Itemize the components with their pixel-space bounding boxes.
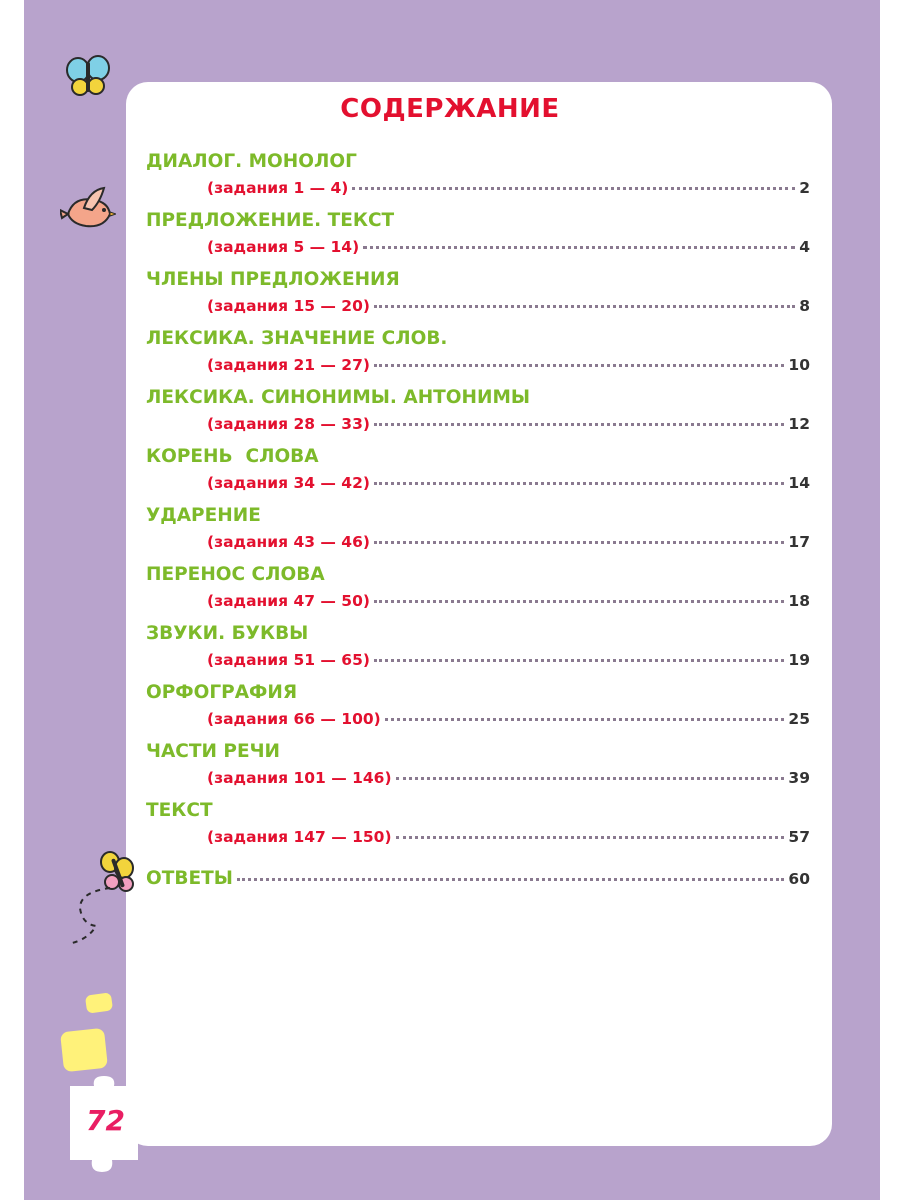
toc-page: 10: [788, 356, 810, 374]
toc-tasks: (задания 5 — 14): [207, 238, 360, 256]
toc-page: 8: [799, 297, 810, 315]
toc-entry[interactable]: [146, 679, 810, 738]
toc-heading: КОРЕНЬ СЛОВА: [146, 446, 319, 467]
toc-tasks: (задания 147 — 150): [207, 828, 392, 846]
toc-page: 57: [788, 828, 810, 846]
butterfly-icon: [60, 848, 140, 948]
toc-tasks: (задания 21 — 27): [207, 356, 370, 374]
table-of-contents: [146, 148, 810, 856]
toc-heading: УДАРЕНИЕ: [146, 505, 261, 526]
toc-tasks: (задания 43 — 46): [207, 533, 370, 551]
toc-entry[interactable]: [146, 502, 810, 561]
toc-heading: ЧАСТИ РЕЧИ: [146, 741, 281, 762]
dot-leader: [374, 363, 784, 367]
toc-entry[interactable]: [146, 443, 810, 502]
toc-entry[interactable]: [146, 738, 810, 797]
toc-tasks: (задания 101 — 146): [207, 769, 392, 787]
toc-entry[interactable]: [146, 620, 810, 679]
toc-page: 4: [799, 238, 810, 256]
toc-entry[interactable]: [146, 148, 810, 207]
toc-heading: ОРФОГРАФИЯ: [146, 682, 298, 703]
toc-page: 2: [799, 179, 810, 197]
toc-page: 18: [788, 592, 810, 610]
toc-page: 60: [788, 870, 810, 888]
toc-entry[interactable]: [146, 797, 810, 856]
page-number: 72: [86, 1104, 125, 1137]
toc-heading: ТЕКСТ: [146, 800, 213, 821]
toc-tasks: (задания 34 — 42): [207, 474, 370, 492]
dot-leader: [374, 422, 784, 426]
toc-page: 19: [788, 651, 810, 669]
toc-entry[interactable]: [146, 384, 810, 443]
toc-page: 39: [788, 769, 810, 787]
toc-tasks: (задания 66 — 100): [207, 710, 381, 728]
toc-page: 14: [788, 474, 810, 492]
dot-leader: [352, 186, 795, 190]
toc-heading: ЛЕКСИКА. СИНОНИМЫ. АНТОНИМЫ: [146, 387, 531, 408]
toc-entry[interactable]: [146, 325, 810, 384]
toc-tasks: (задания 1 — 4): [207, 179, 349, 197]
dot-leader: [374, 599, 784, 603]
dot-leader: [374, 304, 795, 308]
toc-tasks: (задания 28 — 33): [207, 415, 370, 433]
toc-heading: ОТВЕТЫ: [146, 868, 233, 889]
toc-entry[interactable]: [146, 207, 810, 266]
dot-leader: [374, 481, 784, 485]
dot-leader: [396, 776, 785, 780]
bird-icon: [60, 184, 116, 234]
toc-heading: ПЕРЕНОС СЛОВА: [146, 564, 325, 585]
toc-heading: ДИАЛОГ. МОНОЛОГ: [146, 151, 357, 172]
toc-page: 17: [788, 533, 810, 551]
dot-leader: [396, 835, 785, 839]
dot-leader: [237, 877, 785, 881]
toc-tasks: (задания 51 — 65): [207, 651, 370, 669]
toc-entry[interactable]: [146, 266, 810, 325]
dot-leader: [374, 540, 784, 544]
page-title: СОДЕРЖАНИЕ: [340, 94, 560, 124]
toc-entry[interactable]: [146, 561, 810, 620]
toc-heading: ЛЕКСИКА. ЗНАЧЕНИЕ СЛОВ.: [146, 328, 448, 349]
dot-leader: [374, 658, 784, 662]
toc-page: 12: [788, 415, 810, 433]
toc-tasks: (задания 47 — 50): [207, 592, 370, 610]
toc-tasks: (задания 15 — 20): [207, 297, 370, 315]
toc-page: 25: [788, 710, 810, 728]
toc-heading: ПРЕДЛОЖЕНИЕ. ТЕКСТ: [146, 210, 395, 231]
toc-heading: ЗВУКИ. БУКВЫ: [146, 623, 309, 644]
dot-leader: [385, 717, 785, 721]
yellow-shape: [60, 1028, 108, 1072]
toc-entry-answers[interactable]: [146, 866, 810, 892]
toc-heading: ЧЛЕНЫ ПРЕДЛОЖЕНИЯ: [146, 269, 400, 290]
dot-leader: [363, 245, 795, 249]
